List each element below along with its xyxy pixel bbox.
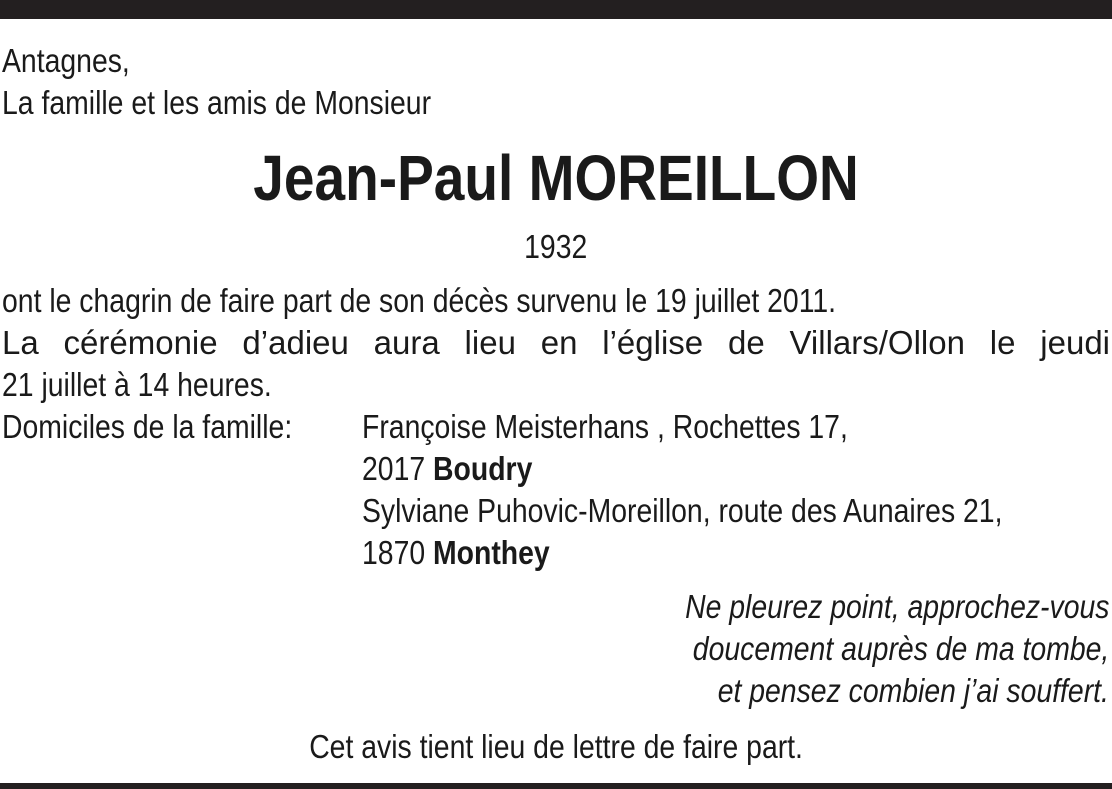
domiciles-label: Domiciles de la famille: bbox=[2, 408, 293, 445]
announcement-line: ont le chagrin de faire part de son décès survenu le 19 juillet 2011. bbox=[2, 282, 837, 319]
ceremony-line-1 bbox=[2, 322, 1110, 364]
poem-line-3: et pensez combien j’ai souffert. bbox=[717, 672, 1109, 709]
poem-line-2: doucement auprès de ma tombe, bbox=[692, 630, 1109, 667]
ceremony-word: l’église bbox=[602, 324, 704, 361]
place-line: Antagnes, bbox=[2, 42, 130, 79]
ceremony-line-2: 21 juillet à 14 heures. bbox=[2, 366, 272, 403]
ceremony-word: Villars/Ollon bbox=[789, 324, 965, 361]
bottom-rule bbox=[0, 783, 1112, 789]
contact-2-city: Monthey bbox=[433, 534, 550, 571]
top-rule bbox=[0, 0, 1112, 19]
ceremony-word: en bbox=[540, 324, 578, 361]
contact-2-postcode: 1870 bbox=[362, 534, 426, 571]
deceased-name-text: Jean-Paul MOREILLON bbox=[253, 142, 859, 214]
ceremony-word: La bbox=[2, 324, 39, 361]
ceremony-word: cérémonie bbox=[63, 324, 218, 361]
closing-note-text: Cet avis tient lieu de lettre de faire part. bbox=[309, 728, 803, 765]
closing-note bbox=[0, 726, 1112, 768]
contact-1-locality bbox=[362, 448, 532, 490]
birth-year bbox=[0, 226, 1112, 268]
deceased-name bbox=[0, 138, 1112, 218]
birth-year-text: 1932 bbox=[524, 228, 588, 265]
intro-line: La famille et les amis de Monsieur bbox=[2, 84, 432, 121]
ceremony-word: aura bbox=[373, 324, 440, 361]
ceremony-word: de bbox=[727, 324, 765, 361]
ceremony-word: le bbox=[989, 324, 1016, 361]
ceremony-word: jeudi bbox=[1040, 324, 1111, 361]
contact-1-postcode: 2017 bbox=[362, 450, 426, 487]
ceremony-word: lieu bbox=[464, 324, 516, 361]
contact-2-locality bbox=[362, 532, 550, 574]
poem-line-1: Ne pleurez point, approchez-vous bbox=[684, 588, 1109, 625]
contact-1-address: Françoise Meisterhans , Rochettes 17, bbox=[362, 408, 848, 445]
contact-1-city: Boudry bbox=[433, 450, 533, 487]
contact-2-address: Sylviane Puhovic-Moreillon, route des Aunaires 21, bbox=[362, 492, 1003, 529]
ceremony-word: d’adieu bbox=[242, 324, 349, 361]
